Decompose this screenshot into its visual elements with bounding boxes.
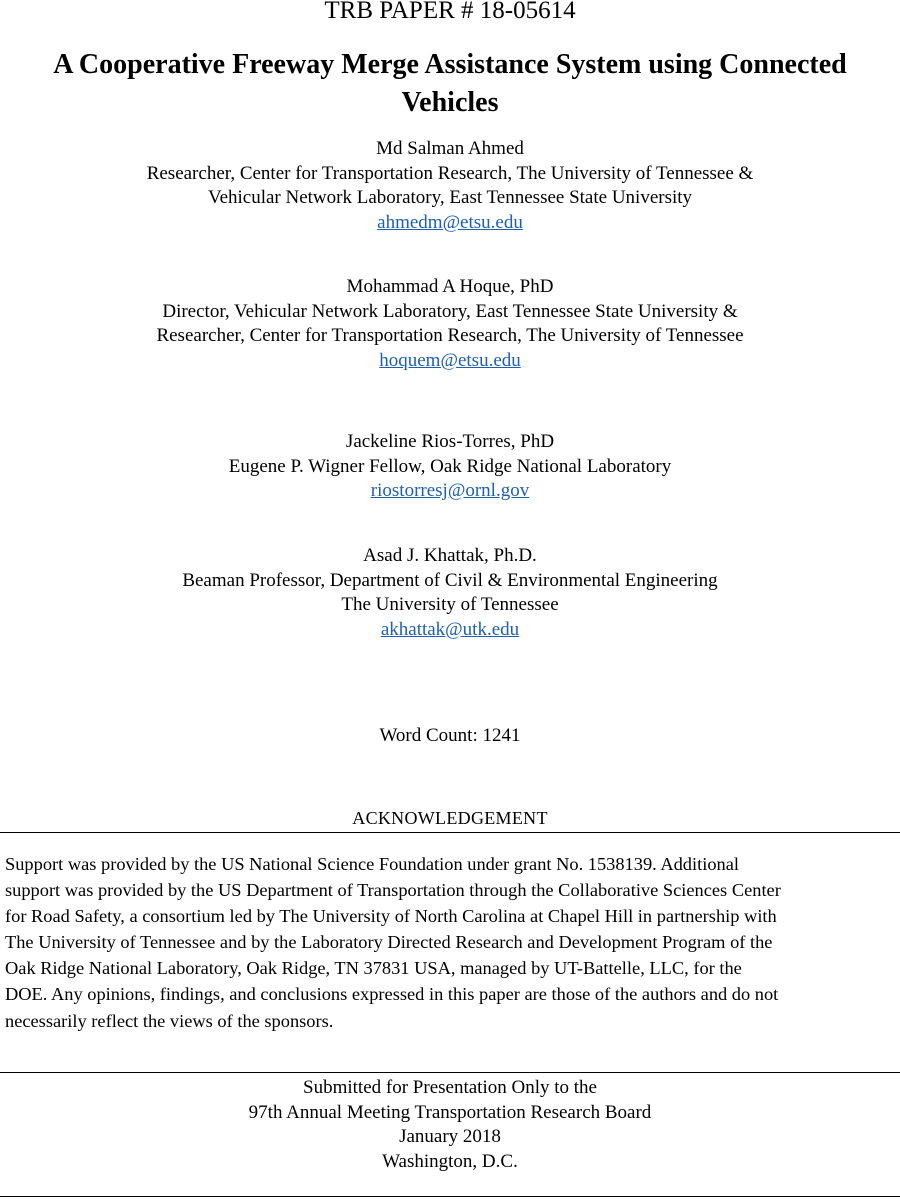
- acknowledgement-line: for Road Safety, a consortium led by The University of North Carolina at Chapel Hill in partnership with: [5, 906, 777, 927]
- author-block-1: [0, 137, 900, 235]
- divider-rule: [0, 832, 900, 833]
- paper-number: TRB PAPER # 18-05614: [324, 0, 576, 24]
- author-block-2: [0, 275, 900, 373]
- paper-title: [0, 46, 900, 122]
- author-affiliation-line: The University of Tennessee: [341, 594, 559, 615]
- author-block-3: [0, 430, 900, 504]
- submission-line: Washington, D.C.: [382, 1150, 518, 1172]
- acknowledgement-line: support was provided by the US Department of Transportation through the Collaborative Sciences Center: [5, 880, 781, 901]
- author-affiliation-line: Researcher, Center for Transportation Research, The University of Tennessee &: [146, 162, 754, 184]
- author-name: Asad J. Khattak, Ph.D.: [363, 545, 537, 566]
- acknowledgement-line: The University of Tennessee and by the Laboratory Directed Research and Development Program of the: [5, 932, 773, 953]
- divider-rule: [0, 1196, 900, 1197]
- acknowledgement-body: [5, 851, 895, 1034]
- acknowledgement-heading: ACKNOWLEDGEMENT: [352, 808, 548, 828]
- author-name: Jackeline Rios-Torres, PhD: [345, 431, 555, 452]
- submission-info: [0, 1076, 900, 1174]
- author-email-link[interactable]: akhattak@utk.edu: [380, 618, 520, 640]
- author-name: Mohammad A Hoque, PhD: [346, 276, 554, 297]
- acknowledgement-line: Support was provided by the US National Science Foundation under grant No. 1538139. Additional: [5, 854, 739, 874]
- author-affiliation-line: Eugene P. Wigner Fellow, Oak Ridge National Laboratory: [228, 455, 672, 477]
- author-affiliation-line: Vehicular Network Laboratory, East Tennessee State University: [207, 187, 693, 208]
- author-name: Md Salman Ahmed: [376, 138, 524, 159]
- acknowledgement-line: Oak Ridge National Laboratory, Oak Ridge, TN 37831 USA, managed by UT-Battelle, LLC, for the: [5, 958, 742, 979]
- author-affiliation-line: Beaman Professor, Department of Civil & Environmental Engineering: [182, 569, 718, 591]
- author-block-4: [0, 544, 900, 642]
- author-email-link[interactable]: riostorresj@ornl.gov: [370, 480, 530, 501]
- author-email-link[interactable]: hoquem@etsu.edu: [379, 349, 521, 371]
- submission-line: 97th Annual Meeting Transportation Research Board: [248, 1101, 652, 1123]
- author-affiliation-line: Researcher, Center for Transportation Research, The University of Tennessee: [156, 325, 744, 346]
- acknowledgement-line: necessarily reflect the views of the sponsors.: [5, 1010, 334, 1031]
- author-email-link[interactable]: ahmedm@etsu.edu: [377, 211, 523, 233]
- submission-line: Submitted for Presentation Only to the: [303, 1077, 597, 1098]
- submission-line: January 2018: [399, 1126, 501, 1147]
- word-count: Word Count: 1241: [379, 725, 521, 746]
- author-affiliation-line: Director, Vehicular Network Laboratory, East Tennessee State University &: [162, 300, 738, 322]
- acknowledgement-line: DOE. Any opinions, findings, and conclusions expressed in this paper are those of the authors and do not: [5, 984, 779, 1005]
- title-line-1: A Cooperative Freeway Merge Assistance System using Connected: [53, 49, 847, 80]
- divider-rule: [0, 1072, 900, 1073]
- title-line-2: Vehicles: [401, 87, 499, 118]
